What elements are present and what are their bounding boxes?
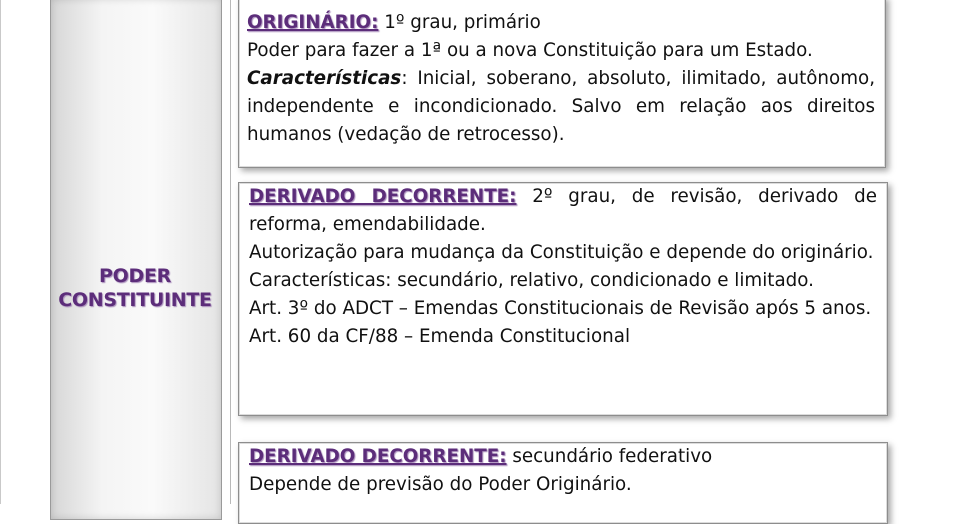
left-category-column (50, 0, 222, 520)
category-label-line1: PODER (99, 265, 171, 287)
originario-heading-rest: 1º grau, primário (378, 12, 541, 33)
originario-characteristics (247, 65, 875, 149)
characteristics-text: : Inicial, soberano, absoluto, ilimitado, autônomo, independente e incondicionado. Salvo em relação aos direitos humanos (vedação de retrocesso). (247, 68, 875, 145)
decorrente-heading: DERIVADO DECORRENTE: (249, 446, 507, 467)
derivado-art3: Art. 3º do ADCT – Emendas Constitucionais de Revisão após 5 anos. (249, 298, 872, 319)
originario-heading-line (247, 9, 875, 37)
category-label-line2: CONSTITUINTE (58, 289, 212, 311)
decorrente-heading-line (249, 443, 877, 471)
box-derivado-reforma (238, 182, 888, 416)
box-derivado-decorrente (238, 442, 888, 524)
decorrente-heading-rest: secundário federativo (506, 446, 713, 467)
derivado-heading-line (249, 183, 877, 239)
connector-line (230, 0, 231, 504)
derivado-authorization: Autorização para mudança da Constituição e depende do originário. (249, 242, 874, 263)
box-originario (238, 0, 886, 168)
derivado-heading: DERIVADO DECORRENTE: (249, 186, 517, 207)
derivado-art60: Art. 60 da CF/88 – Emenda Constitucional (249, 326, 631, 347)
derivado-heading-rest: 2º grau, de revisão, derivado de reforma, emendabilidade. (249, 186, 877, 235)
category-label (50, 264, 220, 312)
originario-definition: Poder para fazer a 1ª ou a nova Constituição para um Estado. (247, 40, 813, 61)
characteristics-label: Características (247, 68, 402, 89)
originario-heading: ORIGINÁRIO: (247, 12, 379, 33)
derivado-characteristics: Características: secundário, relativo, condicionado e limitado. (249, 270, 814, 291)
decorrente-dependency: Depende de previsão do Poder Originário. (249, 474, 632, 495)
